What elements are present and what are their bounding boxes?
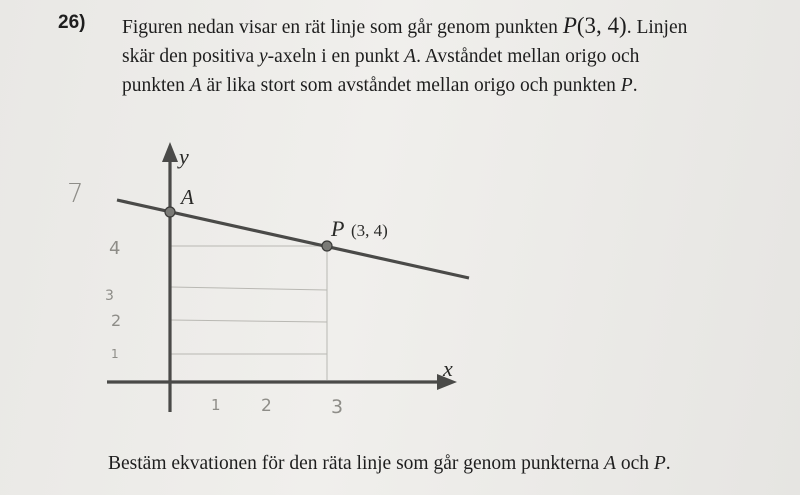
point-a-label: A	[404, 46, 417, 67]
point-p-coordinates: (3, 4)	[576, 13, 627, 38]
handwritten-y-tick-2: 2	[111, 311, 122, 330]
x-axis-label: x	[443, 356, 453, 381]
point-a-label: A	[189, 75, 202, 96]
problem-line-2: skär den positiva y-axeln i en punkt A. Avståndet mellan origo och	[122, 46, 640, 67]
point-p	[322, 241, 332, 251]
y-axis-arrow	[162, 142, 178, 162]
problem-line-1: Figuren nedan visar en rät linje som går genom punkten P(3, 4). Linjen	[122, 13, 688, 38]
coordinate-figure	[67, 130, 485, 425]
handwritten-x-tick-1: 1	[211, 396, 221, 414]
y-variable: y	[259, 46, 268, 67]
point-p-label: P	[620, 75, 633, 96]
problem-line-3: punkten A är lika stort som avståndet mellan origo och punkten P.	[122, 75, 638, 96]
problem-statement	[122, 11, 772, 100]
handwritten-y-tick-7: 7	[67, 179, 84, 209]
point-a	[165, 207, 175, 217]
point-p-label: P	[653, 453, 666, 474]
point-p-label: P	[562, 13, 577, 38]
point-p-coordinates: (3, 4)	[351, 221, 388, 240]
point-a-label: A	[181, 185, 194, 209]
y-axis-label: y	[179, 144, 189, 169]
point-a-label: A	[604, 453, 616, 474]
task-statement: Bestäm ekvationen för den räta linje som går genom punkterna A och P.	[108, 453, 671, 474]
handwritten-y-tick-4: 4	[109, 238, 121, 259]
handwritten-y-tick-3: 3	[105, 288, 114, 304]
handwritten-y-tick-1: 1	[111, 347, 119, 361]
question-number: 26)	[58, 12, 86, 33]
handwritten-x-tick-2: 2	[261, 396, 272, 416]
handwritten-x-tick-3: 3	[331, 396, 344, 418]
point-p-label: P	[331, 216, 345, 241]
pencil-helper-lines	[171, 246, 327, 380]
